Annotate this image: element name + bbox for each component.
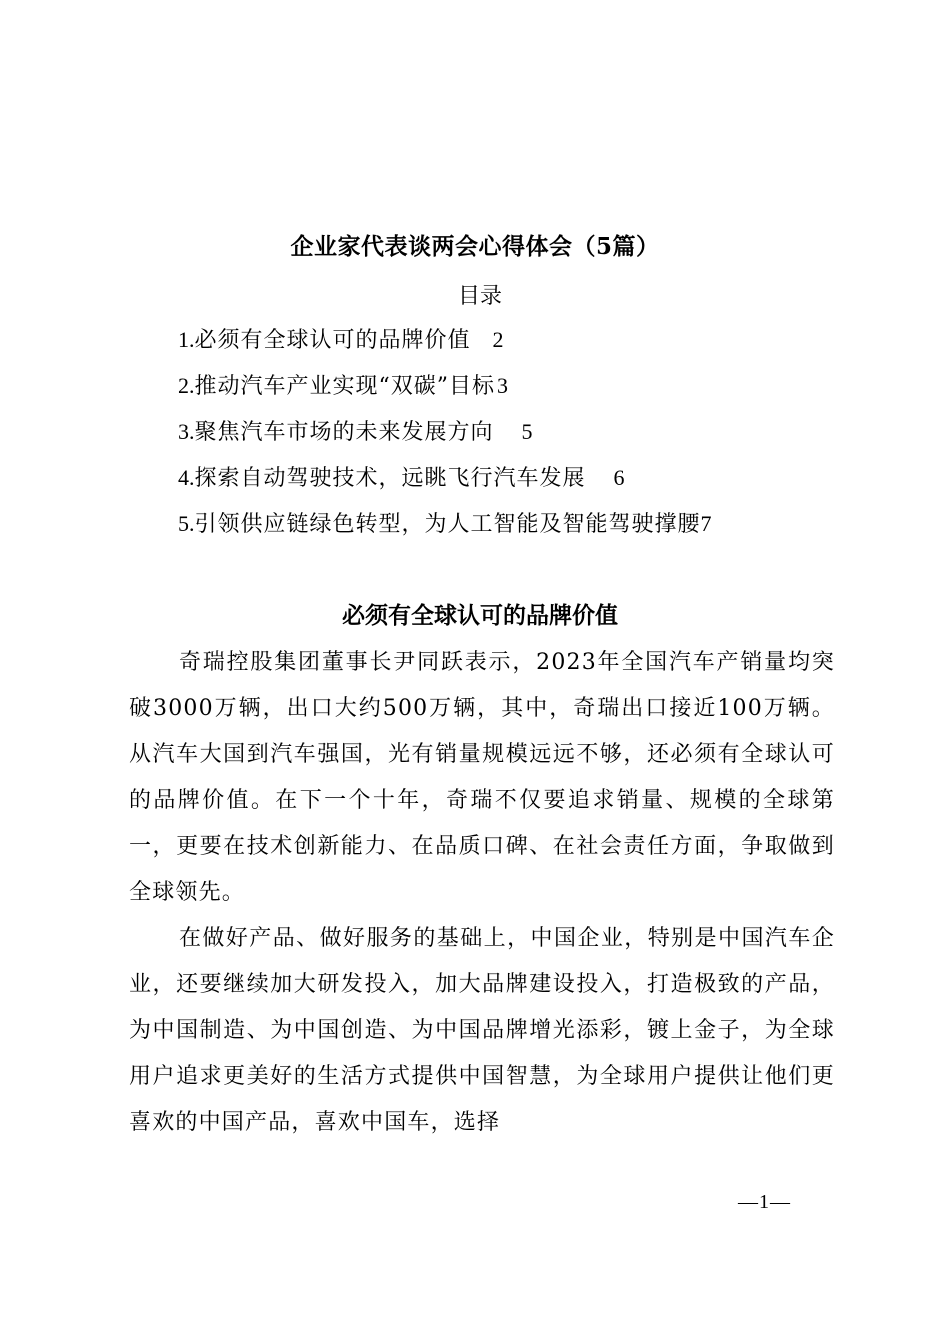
toc-item-page: 2 <box>492 327 504 352</box>
toc-item-number: 2. <box>178 373 195 398</box>
toc-item-3[interactable] <box>178 415 858 461</box>
toc-item-text: 聚焦汽车市场的未来发展方向 <box>194 420 494 445</box>
toc-item-text: 引领供应链绿色转型，为人工智能及智能驾驶撑腰 <box>194 512 701 537</box>
toc-item-number: 4. <box>178 465 195 490</box>
toc-item-4[interactable] <box>178 461 858 507</box>
toc-item-number: 3. <box>178 419 195 444</box>
toc-item-page: 3 <box>497 373 508 398</box>
toc-item-2[interactable] <box>178 369 858 415</box>
toc-item-page: 5 <box>521 419 533 444</box>
body-paragraph: 在做好产品、做好服务的基础上，中国企业，特别是中国汽车企业，还要继续加大研发投入，加大品牌建设投入，打造极致的产品，为中国制造、为中国创造、为中国品牌增光添彩，镀上金子，为全球用户追求更美好的生活方式提供中国智慧，为全球用户提供让他们更喜欢的中国产品，喜欢中国车，选择 <box>129 926 835 1135</box>
body-paragraph: 奇瑞控股集团董事长尹同跃表示，2023年全国汽车产销量均突破3000万辆，出口大约500万辆，其中，奇瑞出口接近100万辆。从汽车大国到汽车强国，光有销量规模远远不够，还必须有全球认可的品牌价值。在下一个十年，奇瑞不仅要追求销量、规模的全球第一，更要在技术创新能力、在品质口碑、在社会责任方面，争取做到全球领先。 <box>129 650 835 905</box>
section-title: 必须有全球认可的品牌价值 <box>342 602 618 629</box>
table-of-contents <box>178 323 858 553</box>
toc-item-text: 推动汽车产业实现“双碳”目标 <box>194 374 495 399</box>
page-number: —1— <box>738 1191 791 1213</box>
toc-item-text: 必须有全球认可的品牌价值 <box>194 328 471 353</box>
toc-item-number: 1. <box>178 327 195 352</box>
toc-item-text: 探索自动驾驶技术，远眺飞行汽车发展 <box>194 466 586 491</box>
toc-item-page: 7 <box>700 511 712 536</box>
toc-item-page: 6 <box>613 465 625 490</box>
toc-item-number: 5. <box>178 511 195 536</box>
toc-heading: 目录 <box>457 284 502 309</box>
toc-item-1[interactable] <box>178 323 858 369</box>
document-title: 企业家代表谈两会心得体会（5篇） <box>290 233 660 260</box>
toc-item-5[interactable] <box>178 507 858 553</box>
